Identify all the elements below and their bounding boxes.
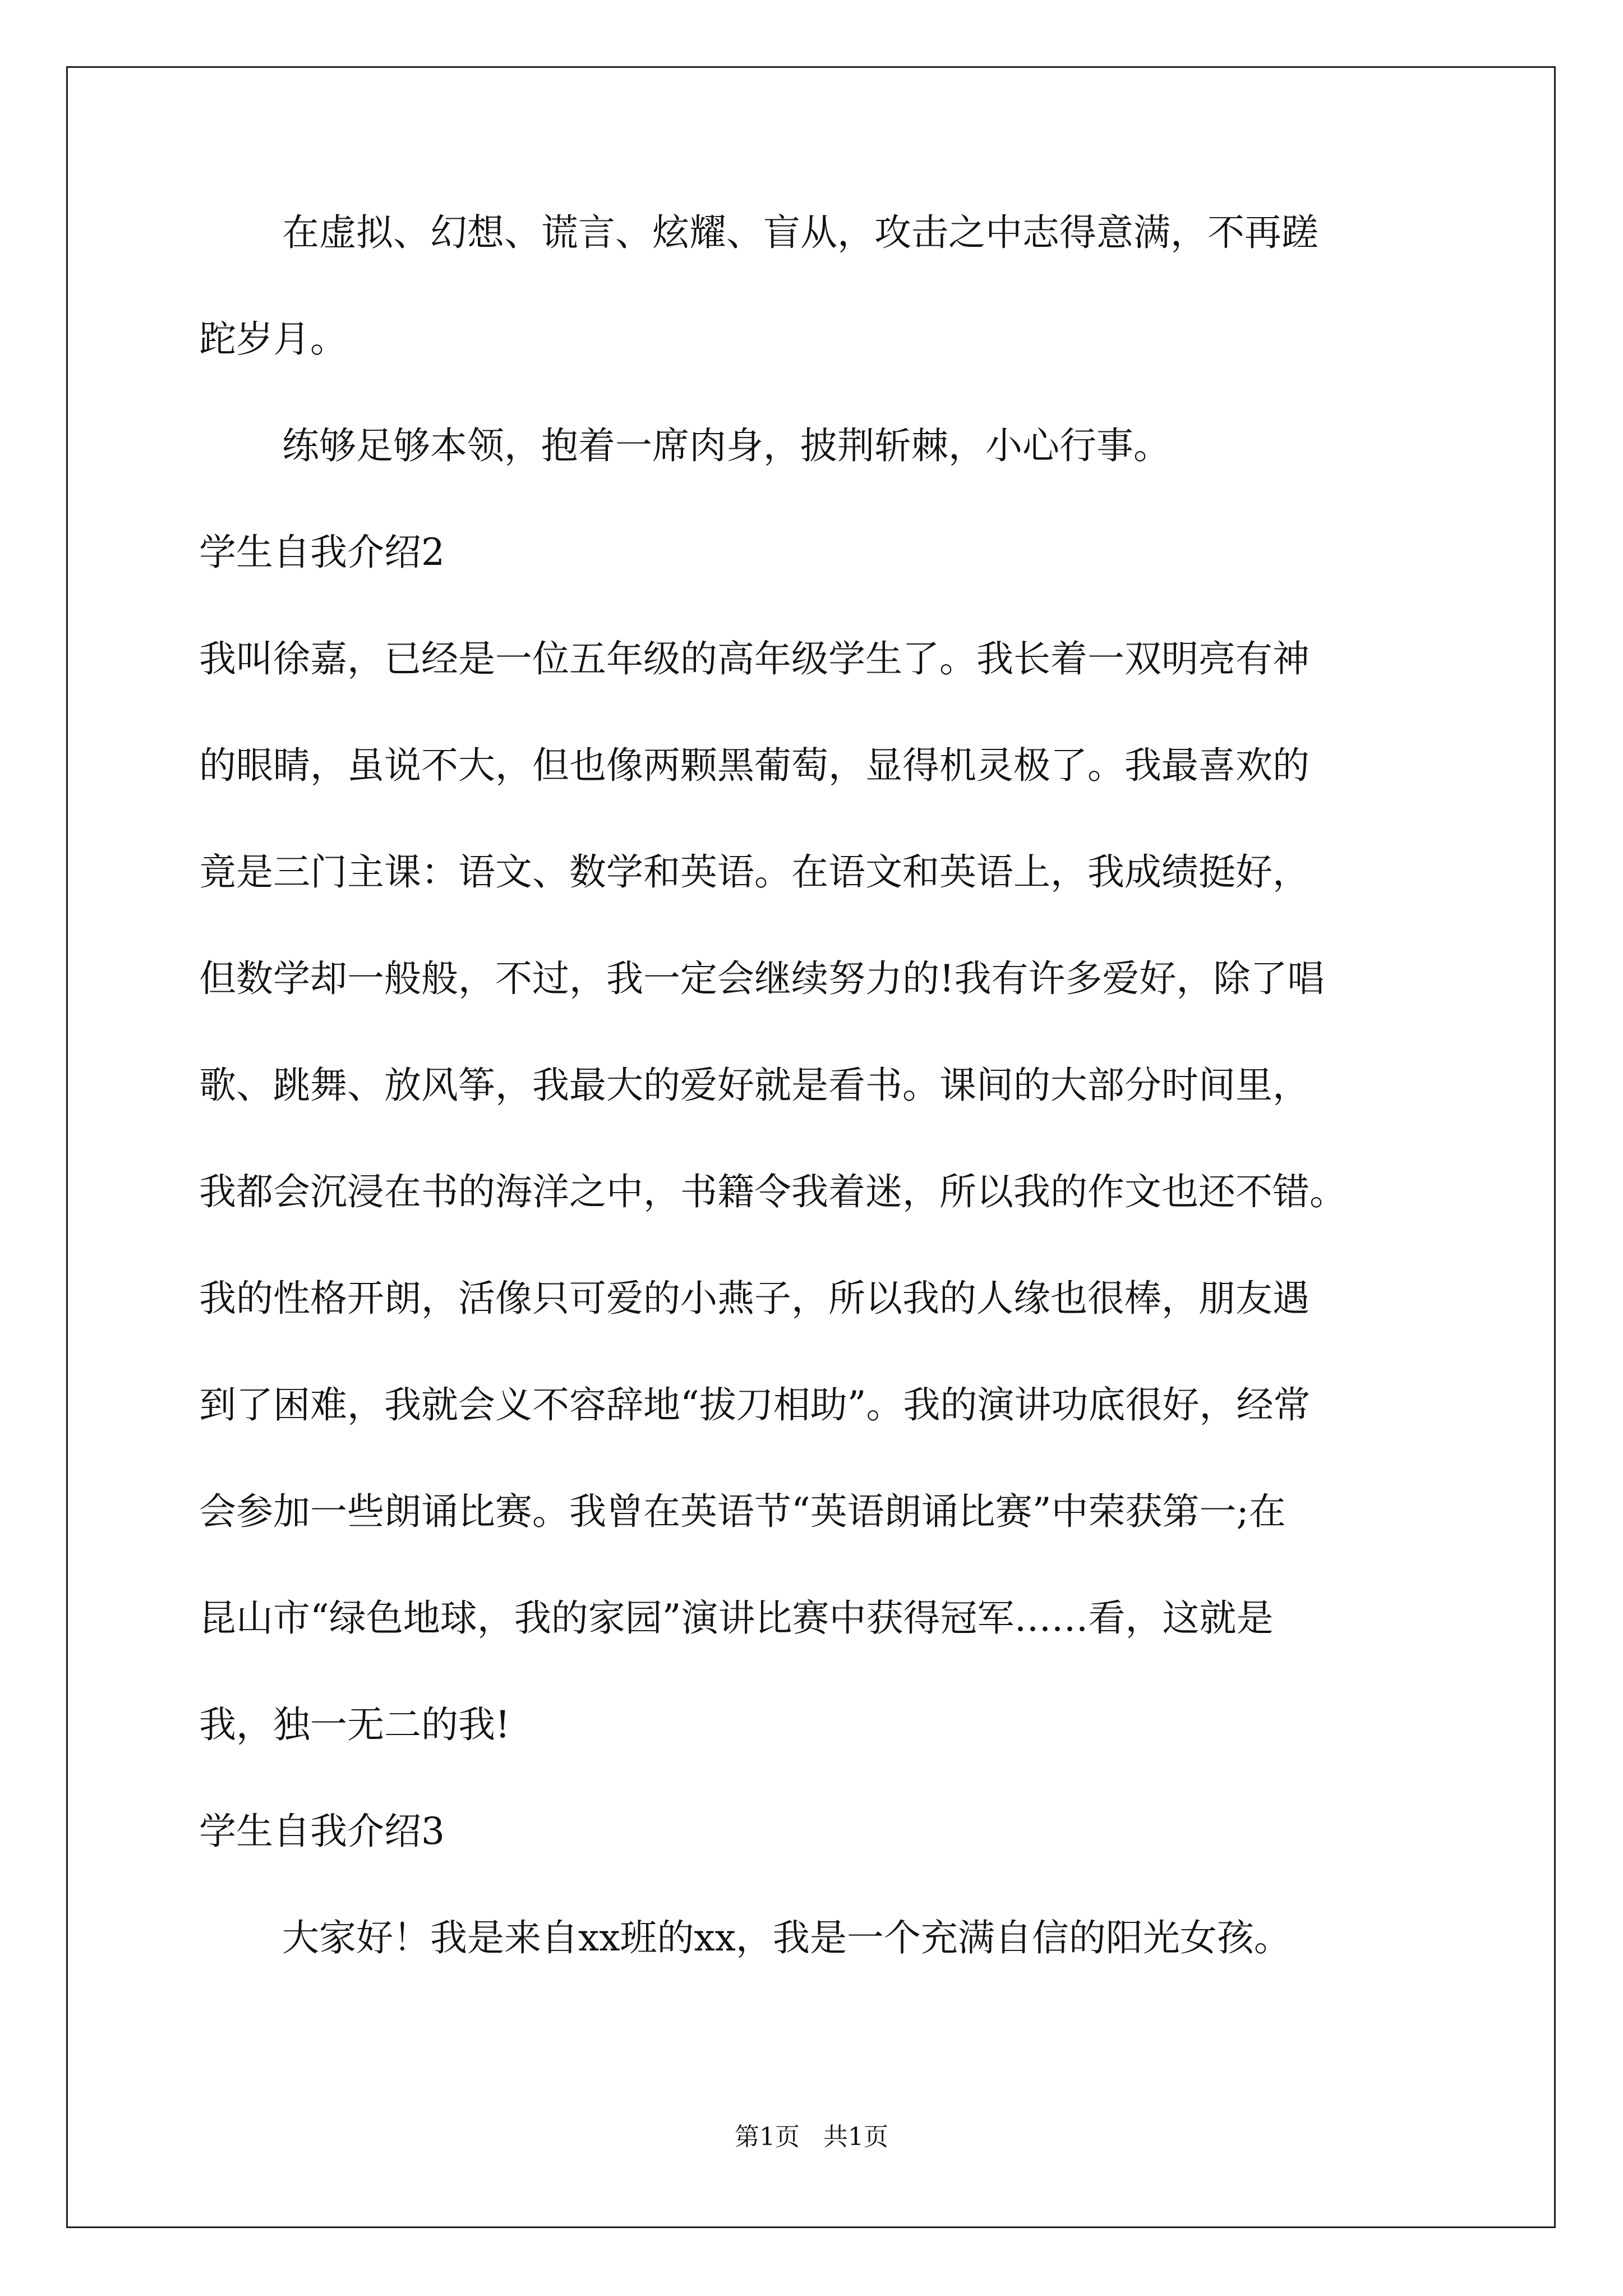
section-heading: 学生自我介绍3	[199, 1810, 445, 1853]
text-line: 练够足够本领，抱着一席肉身，披荆斩棘，小心行事。	[282, 424, 1170, 467]
text-line: 会参加一些朗诵比赛。我曾在英语节“英语朗诵比赛”中荣获第一;在	[199, 1490, 1286, 1533]
text-line: 跎岁月。	[199, 318, 347, 361]
page-footer: 第1页 共1页	[735, 2123, 888, 2151]
text-line: 的眼睛，虽说不大，但也像两颗黑葡萄，显得机灵极了。我最喜欢的	[199, 744, 1310, 787]
text-line: 到了困难，我就会义不容辞地“拔刀相助”。我的演讲功底很好，经常	[199, 1383, 1311, 1427]
text-line: 歌、跳舞、放风筝，我最大的爱好就是看书。课间的大部分时间里，	[199, 1064, 1310, 1107]
section-heading: 学生自我介绍2	[199, 531, 445, 574]
text-line: 昆山市“绿色地球，我的家园”演讲比赛中获得冠军……看，这就是	[199, 1596, 1274, 1640]
text-line: 我，独一无二的我!	[199, 1703, 510, 1746]
text-line: 在虚拟、幻想、谎言、炫耀、盲从，攻击之中志得意满，不再蹉	[282, 211, 1318, 254]
page-border	[66, 66, 1556, 2228]
text-line: 竟是三门主课：语文、数学和英语。在语文和英语上，我成绩挺好，	[199, 850, 1310, 894]
text-line: 但数学却一般般，不过，我一定会继续努力的!我有许多爱好，除了唱	[199, 957, 1325, 1000]
text-line: 大家好！我是来自xx班的xx，我是一个充满自信的阳光女孩。	[282, 1916, 1291, 1959]
text-line: 我都会沉浸在书的海洋之中，书籍令我着迷，所以我的作文也还不错。	[199, 1170, 1347, 1213]
text-line: 我的性格开朗，活像只可爱的小燕子，所以我的人缘也很棒，朋友遇	[199, 1277, 1310, 1320]
text-line: 我叫徐嘉，已经是一位五年级的高年级学生了。我长着一双明亮有神	[199, 637, 1310, 680]
